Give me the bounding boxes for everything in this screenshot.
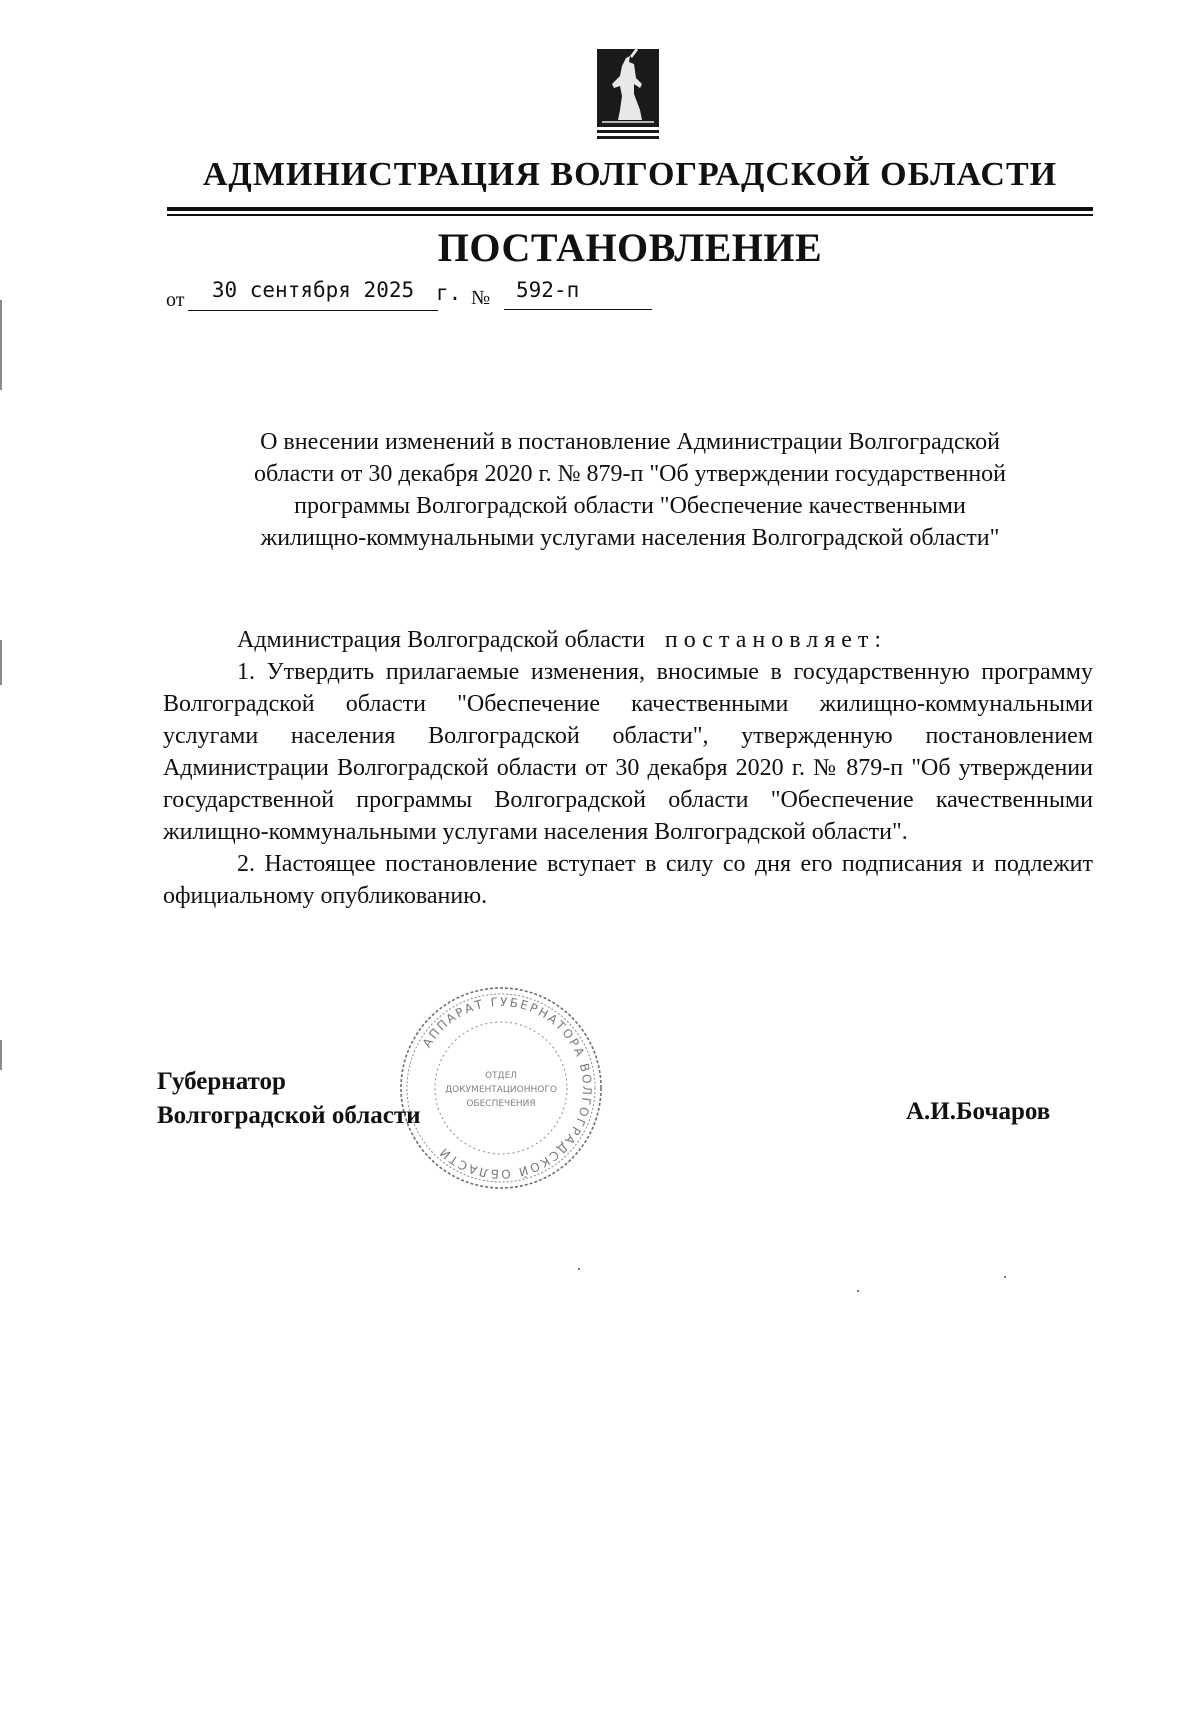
position-line-2: Волгоградской области — [157, 1102, 421, 1129]
header-rule-thin — [167, 214, 1093, 216]
document-subject — [168, 426, 1092, 554]
subject-line: области от 30 декабря 2020 г. № 879-п "Об утверждении государственной — [253, 461, 1007, 487]
year-suffix: г. — [436, 281, 462, 305]
svg-text:ОБЕСПЕЧЕНИЯ: ОБЕСПЕЧЕНИЯ — [466, 1099, 536, 1109]
document-date: 30 сентября 2025 — [188, 278, 438, 311]
coat-of-arms-emblem — [596, 48, 660, 142]
organization-title: АДМИНИСТРАЦИЯ ВОЛГОГРАДСКОЙ ОБЛАСТИ — [202, 156, 1058, 193]
signatory-position — [157, 1065, 421, 1133]
scan-speck — [857, 1290, 859, 1292]
preamble-subject: Администрация Волгоградской области — [237, 627, 645, 653]
subject-line: программы Волгоградской области "Обеспечение качественными — [294, 493, 966, 519]
svg-text:ОТДЕЛ: ОТДЕЛ — [484, 1071, 518, 1081]
paragraph-1: 1. Утвердить прилагаемые изменения, вносимые в государственную программу Волгоградской области "Обеспечение качественными жилищно-коммунальными услугами населения Волгоградской области", утвержденную постановлением Администрации Волгоградской области от 30 декабря 2020 г. № 879-п "Об утверждении государственной программы Волгоградской области "Обеспечение качественными жилищно-коммунальными услугами населения Волгоградской области". — [163, 659, 1093, 845]
subject-line: О внесении изменений в постановление Администрации Волгоградской — [260, 429, 1000, 455]
seal-ring-text: АППАРАТ ГУБЕРНАТОРА ВОЛГОГРАДСКОЙ ОБЛАСТИ — [419, 994, 595, 1182]
scan-edge-mark — [0, 640, 2, 685]
paragraph-2: 2. Настоящее постановление вступает в силу со дня его подписания и подлежит официальному опубликованию. — [163, 851, 1093, 909]
document-body — [163, 624, 1093, 912]
signatory-name: А.И.Бочаров — [906, 1098, 1051, 1125]
subject-line: жилищно-коммунальными услугами населения Волгоградской области" — [260, 525, 1000, 551]
scan-edge-mark — [0, 1040, 2, 1070]
position-line-1: Губернатор — [157, 1068, 286, 1095]
preamble — [163, 624, 1093, 656]
official-seal — [395, 982, 607, 1194]
document-number: 592-п — [504, 278, 652, 310]
scan-speck — [1004, 1276, 1006, 1278]
scan-edge-mark — [0, 300, 2, 390]
document-type-title: ПОСТАНОВЛЕНИЕ — [437, 225, 823, 270]
preamble-verb: постановляет: — [664, 627, 888, 653]
number-prefix: № — [471, 287, 491, 309]
date-prefix: от — [166, 289, 185, 311]
svg-text:ДОКУМЕНТАЦИОННОГО: ДОКУМЕНТАЦИОННОГО — [445, 1085, 557, 1095]
header-rule-thick — [167, 207, 1093, 211]
scan-speck — [578, 1268, 580, 1270]
